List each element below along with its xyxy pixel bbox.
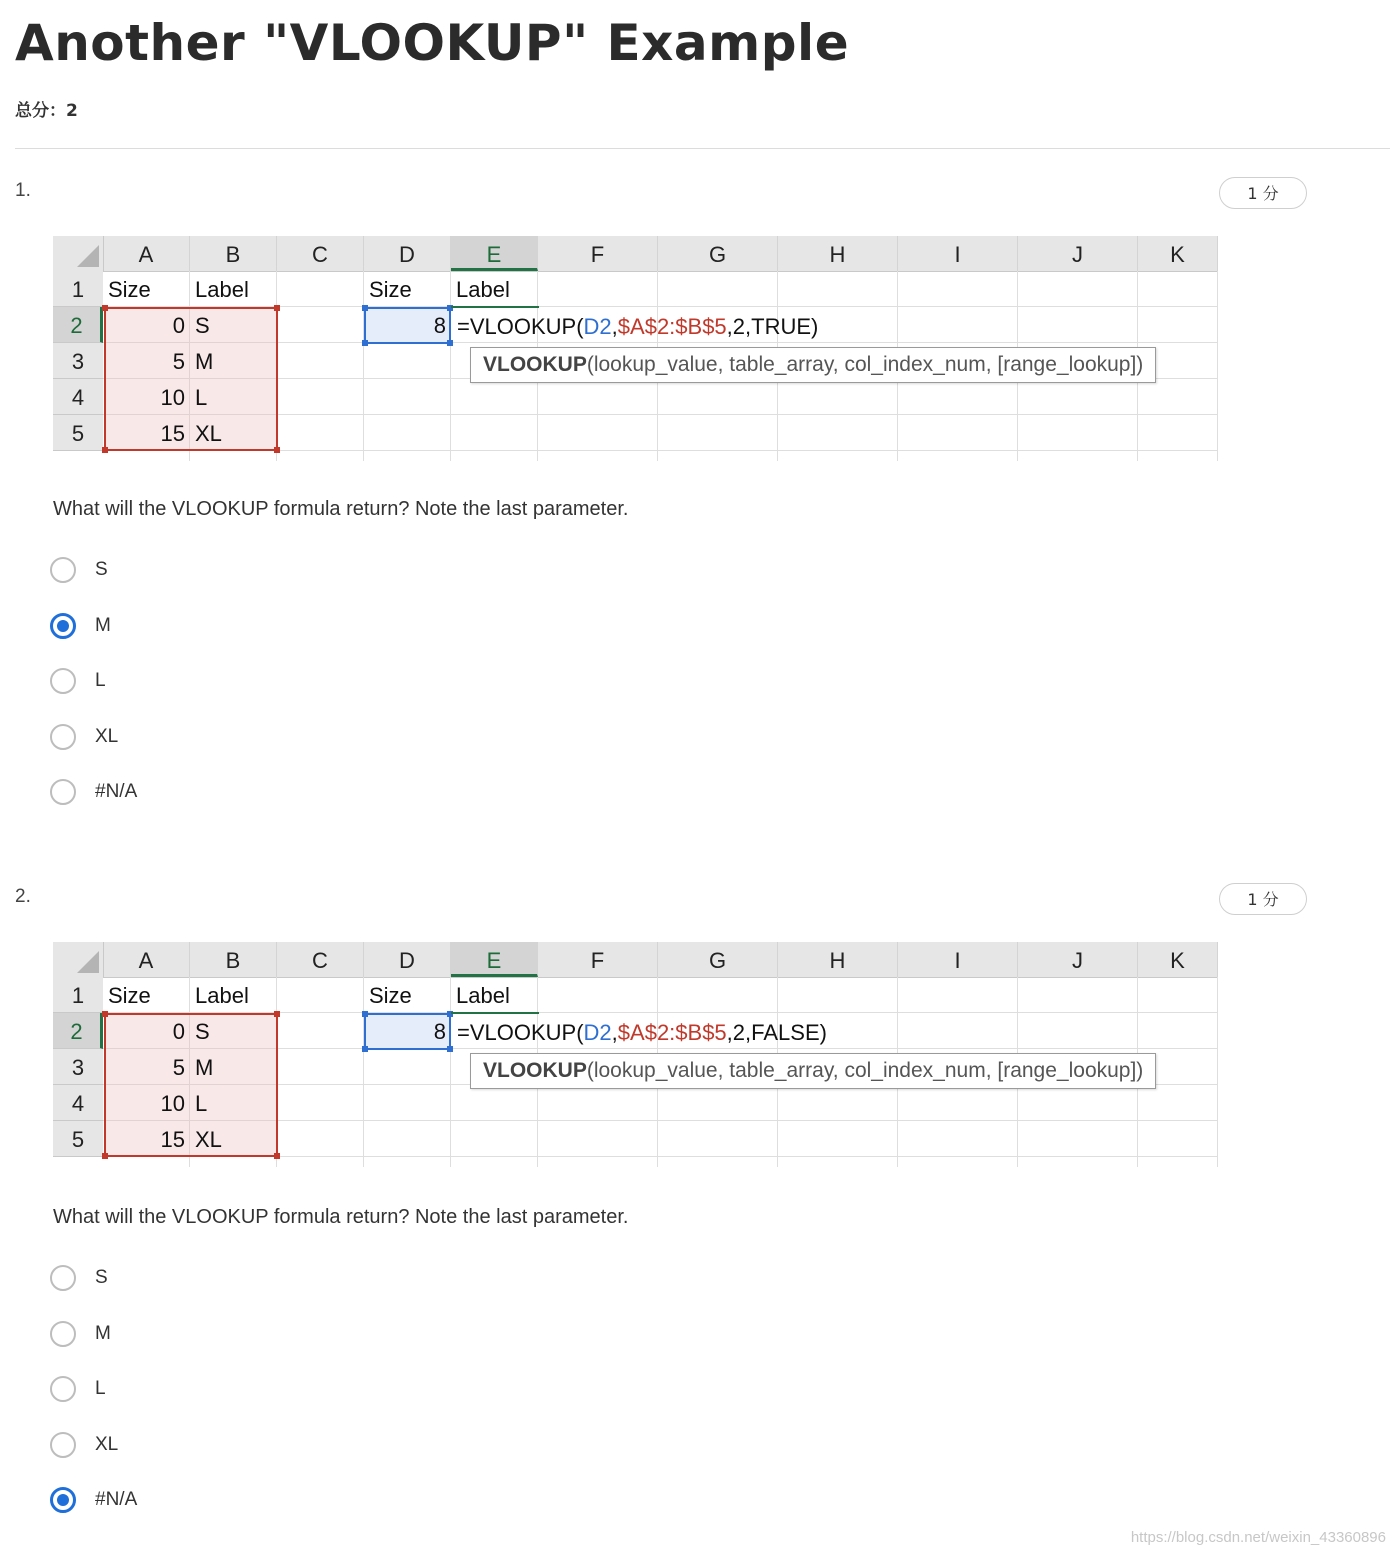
formula-ref-table-array: $A$2:$B$5 [617,1020,727,1045]
radio-icon[interactable] [50,1265,76,1291]
formula-text[interactable] [457,308,818,344]
option-l[interactable] [50,1373,106,1405]
tooltip-function-name[interactable]: VLOOKUP [483,1059,587,1082]
grid-line [450,977,451,1167]
cell-label[interactable]: S [195,313,210,338]
option-l[interactable] [50,665,106,697]
row-header-5[interactable]: 5 [53,1121,103,1157]
header-divider [15,148,1390,149]
cell-size[interactable]: 0 [172,1019,185,1044]
cell-size[interactable]: 5 [172,1055,185,1080]
column-header-d[interactable]: D [364,942,451,977]
column-header-e[interactable]: E [451,236,538,271]
range-handle [274,305,280,311]
cell-a1[interactable]: Size [108,983,151,1008]
cell-e1[interactable]: Label [456,983,510,1008]
option-label: S [95,1267,108,1288]
cell-label[interactable]: XL [195,1127,222,1152]
column-header-f[interactable]: F [538,942,658,977]
cell-d2[interactable]: 8 [433,313,446,338]
grid-line [363,271,364,461]
points-badge: 1 分 [1219,883,1307,915]
option-s[interactable] [50,1262,108,1294]
option-na[interactable] [50,1484,137,1516]
formula-ref-lookup-value: D2 [583,314,612,339]
formula-text[interactable] [457,1014,827,1050]
option-label: L [95,1378,106,1399]
cell-label[interactable]: M [195,349,214,374]
points-badge: 1 分 [1219,177,1307,209]
option-xl[interactable] [50,1429,118,1461]
grid-line [1217,977,1218,1167]
question-text: What will the VLOOKUP formula return? Note the last parameter. [53,498,629,520]
page-title: Another "VLOOKUP" Example [15,14,850,72]
radio-icon[interactable] [50,1376,76,1402]
radio-icon[interactable] [50,668,76,694]
spreadsheet-image [53,942,1218,1167]
cell-size[interactable]: 10 [160,1091,185,1116]
formula-suffix: ,2,TRUE) [726,314,819,339]
grid-line [1217,271,1218,461]
option-label: XL [95,725,119,747]
watermark: https://blog.csdn.net/weixin_43360896 [1130,1529,1386,1546]
row-header-2[interactable]: 2 [53,1013,103,1049]
cell-d2[interactable]: 8 [433,1019,446,1044]
row-header-1[interactable]: 1 [53,271,103,307]
row-header-1[interactable]: 1 [53,977,103,1013]
question-number: 1. [15,180,31,201]
option-m[interactable] [50,1318,111,1350]
select-all-corner [53,236,104,271]
cell-size[interactable]: 15 [160,421,185,446]
cell-label[interactable]: M [195,1055,214,1080]
formula-separator: , [611,1020,618,1045]
column-header-c[interactable]: C [277,942,364,977]
function-tooltip [470,1053,1156,1089]
tooltip-function-name[interactable]: VLOOKUP [483,353,587,376]
column-header-e[interactable]: E [451,942,538,977]
column-header-k[interactable]: K [1138,942,1218,977]
option-m[interactable] [50,610,111,642]
option-label: L [95,670,106,691]
column-header-c[interactable]: C [277,236,364,271]
cell-label[interactable]: S [195,1019,210,1044]
column-header-j[interactable]: J [1018,942,1138,977]
cell-b1[interactable]: Label [195,277,249,302]
question-text: What will the VLOOKUP formula return? Note the last parameter. [53,1206,629,1228]
formula-ref-lookup-value: D2 [583,1020,612,1045]
option-s[interactable] [50,554,108,586]
radio-selected-icon[interactable] [50,1487,76,1513]
cell-b1[interactable]: Label [195,983,249,1008]
column-header-f[interactable]: F [538,236,658,271]
cell-size[interactable]: 0 [172,313,185,338]
range-handle [274,447,280,453]
function-tooltip [470,347,1156,383]
formula-prefix: =VLOOKUP( [457,1020,584,1045]
cell-size[interactable]: 10 [160,385,185,410]
column-header-a[interactable]: A [103,236,190,271]
row-header-5[interactable]: 5 [53,415,103,451]
cell-d1[interactable]: Size [369,983,412,1008]
option-label: #N/A [95,1489,138,1510]
radio-icon[interactable] [50,779,76,805]
option-xl[interactable] [50,721,118,753]
option-label: M [95,1322,111,1344]
formula-prefix: =VLOOKUP( [457,314,584,339]
radio-selected-icon[interactable] [50,613,76,639]
row-header-2[interactable]: 2 [53,307,103,343]
radio-icon[interactable] [50,1321,76,1347]
grid-line [363,977,364,1167]
column-header-i[interactable]: I [898,236,1018,271]
tooltip-arguments: (lookup_value, table_array, col_index_num, [range_lookup]) [586,1059,1144,1082]
column-header-b[interactable]: B [190,942,277,977]
option-label: S [95,559,108,580]
column-header-g[interactable]: G [658,236,778,271]
row-header-3[interactable]: 3 [53,343,103,379]
column-header-k[interactable]: K [1138,236,1218,271]
row-header-4[interactable]: 4 [53,379,103,415]
column-header-d[interactable]: D [364,236,451,271]
formula-separator: , [611,314,618,339]
tooltip-arguments: (lookup_value, table_array, col_index_num, [range_lookup]) [586,353,1144,376]
radio-icon[interactable] [50,1432,76,1458]
select-all-corner [53,942,104,977]
column-header-g[interactable]: G [658,942,778,977]
option-label: #N/A [95,781,138,802]
total-score: 总分：2 [15,101,78,121]
cell-size[interactable]: 15 [160,1127,185,1152]
cell-d1[interactable]: Size [369,277,412,302]
option-na[interactable] [50,776,137,808]
row-header-4[interactable]: 4 [53,1085,103,1121]
cell-label[interactable]: L [195,1091,208,1116]
column-header-h[interactable]: H [778,236,898,271]
cell-a1[interactable]: Size [108,277,151,302]
radio-icon[interactable] [50,724,76,750]
column-header-i[interactable]: I [898,942,1018,977]
range-handle [274,1011,280,1017]
grid-line [450,271,451,461]
column-header-h[interactable]: H [778,942,898,977]
formula-ref-table-array: $A$2:$B$5 [617,314,727,339]
column-header-a[interactable]: A [103,942,190,977]
option-label: XL [95,1433,119,1455]
range-handle [274,1153,280,1159]
cell-label[interactable]: XL [195,421,222,446]
option-label: M [95,614,111,636]
formula-suffix: ,2,FALSE) [726,1020,827,1045]
cell-size[interactable]: 5 [172,349,185,374]
cell-label[interactable]: L [195,385,208,410]
radio-icon[interactable] [50,557,76,583]
row-header-3[interactable]: 3 [53,1049,103,1085]
column-header-j[interactable]: J [1018,236,1138,271]
question-number: 2. [15,886,31,907]
column-header-b[interactable]: B [190,236,277,271]
spreadsheet-image [53,236,1218,461]
cell-e1[interactable]: Label [456,277,510,302]
